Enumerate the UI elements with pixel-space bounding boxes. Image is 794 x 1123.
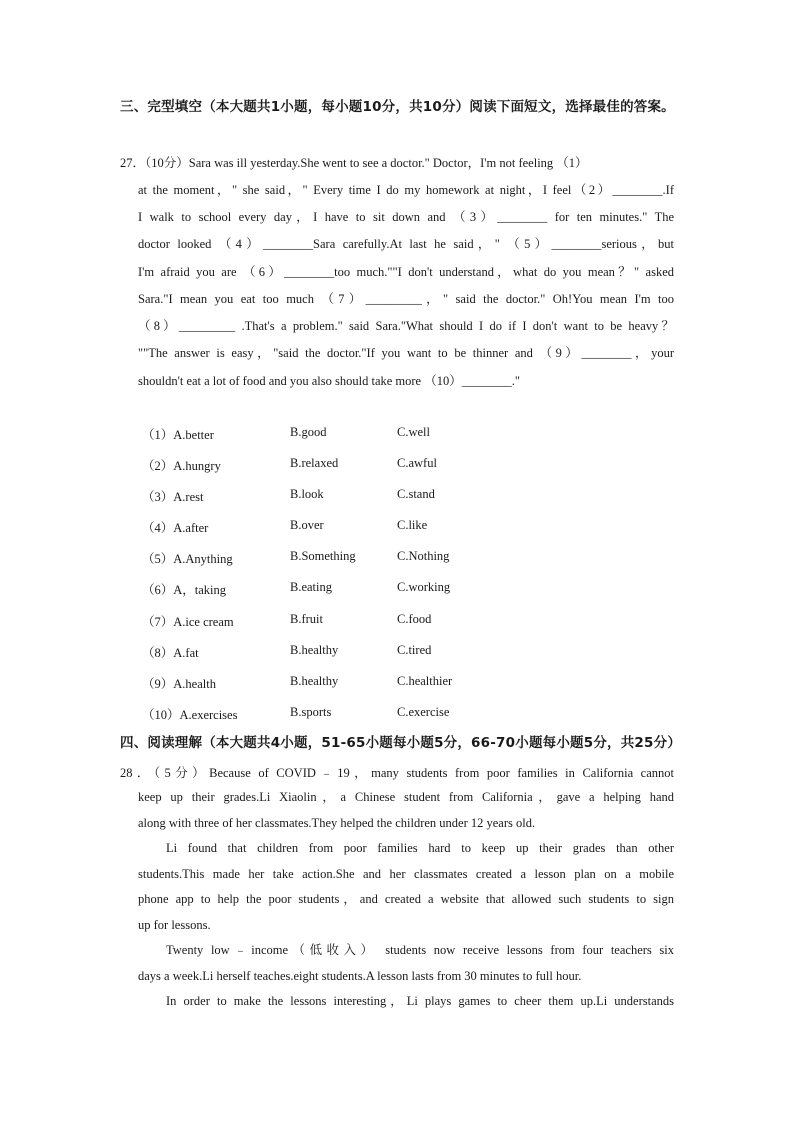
option-c: C.exercise	[397, 705, 450, 719]
passage-line: In order to make the lessons interesting，Li plays games to cheer them up.Li understands	[166, 994, 674, 1008]
option-row	[142, 425, 542, 445]
option-a: （8）A.fat	[142, 646, 199, 660]
option-row	[142, 580, 542, 600]
passage-line: along with three of her classmates.They helped the children under 12 years old.	[138, 815, 536, 830]
option-c: C.food	[397, 612, 432, 626]
passage-line: students.This made her take action.She and her classmates created a lesson plan on a mobile	[138, 866, 674, 881]
option-row	[142, 487, 542, 507]
reading-passage	[138, 785, 674, 1015]
option-b: B.look	[290, 487, 324, 501]
option-b: B.sports	[290, 705, 332, 719]
option-row	[142, 549, 542, 569]
passage-line: phone app to help the poor students，and created a website that allowed such students to sign	[138, 892, 674, 906]
option-b: B.over	[290, 518, 324, 532]
option-row	[142, 518, 542, 538]
passage-line: I'm afraid you are （6）________too much.""I don't understand，what do you mean？" asked	[138, 265, 674, 279]
passage-line: at the moment，" she said，" Every time I do my homework at night，I feel（2）________.If	[138, 183, 674, 197]
option-row	[142, 612, 542, 632]
option-a: （6）A，taking	[142, 583, 227, 597]
question-27-header: 27．（10分）Sara was ill yesterday.She went to see a doctor." Doctor，I'm not feeling （1）	[120, 156, 588, 170]
passage-line: Li found that children from poor families hard to keep up their grades than other	[166, 841, 674, 855]
option-b: B.fruit	[290, 612, 323, 626]
option-b: B.healthy	[290, 643, 339, 657]
option-a: （5）A.Anything	[142, 552, 233, 566]
option-c: C.like	[397, 518, 428, 532]
option-a: （7）A.ice cream	[142, 615, 234, 629]
passage-line: up for lessons.	[138, 917, 211, 932]
option-a: （9）A.health	[142, 677, 216, 691]
option-b: B.relaxed	[290, 456, 339, 470]
option-a: （3）A.rest	[142, 490, 204, 504]
option-b: B.healthy	[290, 674, 339, 688]
passage-line: doctor looked （4）________Sara carefully.At last he said，" （5）________serious，but	[138, 237, 674, 251]
option-b: B.good	[290, 425, 327, 439]
option-c: C.Nothing	[397, 549, 450, 563]
option-a: （10）A.exercises	[142, 708, 238, 722]
passage-line: Sara."I mean you eat too much （7）_________，" said the doctor." Oh!You mean I'm too	[138, 292, 674, 306]
option-a: （4）A.after	[142, 521, 209, 535]
section-4-heading: 四、阅读理解（本大题共4小题，51-65小题每小题5分，66-70小题每小题5分，共25分）	[120, 735, 682, 751]
option-row	[142, 456, 542, 476]
option-c: C.stand	[397, 487, 435, 501]
question-28-header: 28．（5分）Because of COVID﹣19，many students from poor families in California cannot	[120, 766, 674, 780]
section-3-heading: 三、完型填空（本大题共1小题，每小题10分，共10分）阅读下面短文，选择最佳的答案。	[120, 99, 675, 115]
passage-line: （8）_________ .That's a problem." said Sara."What should I do if I don't want to be heavy？	[138, 319, 674, 333]
option-row	[142, 705, 542, 725]
passage-line: shouldn't eat a lot of food and you also should take more （10）________."	[138, 374, 520, 388]
option-c: C.tired	[397, 643, 432, 657]
passage-line: ""The answer is easy，"said the doctor."If you want to be thinner and （9）________，your	[138, 346, 674, 360]
passage-line: I walk to school every day，I have to sit down and （3）________ for ten minutes." The	[138, 210, 674, 224]
option-a: （1）A.better	[142, 428, 214, 442]
option-b: B.eating	[290, 580, 333, 594]
option-b: B.Something	[290, 549, 356, 563]
option-c: C.working	[397, 580, 451, 594]
option-c: C.well	[397, 425, 430, 439]
option-row	[142, 674, 542, 694]
passage-line: Twenty low﹣income（低收入） students now receive lessons from four teachers six	[166, 943, 674, 957]
passage-line: days a week.Li herself teaches.eight students.A lesson lasts from 30 minutes to full hour.	[138, 968, 582, 983]
option-c: C.awful	[397, 456, 437, 470]
passage-line: keep up their grades.Li Xiaolin，a Chinese student from California，gave a helping hand	[138, 790, 674, 804]
option-a: （2）A.hungry	[142, 459, 221, 473]
option-c: C.healthier	[397, 674, 453, 688]
option-row	[142, 643, 542, 663]
